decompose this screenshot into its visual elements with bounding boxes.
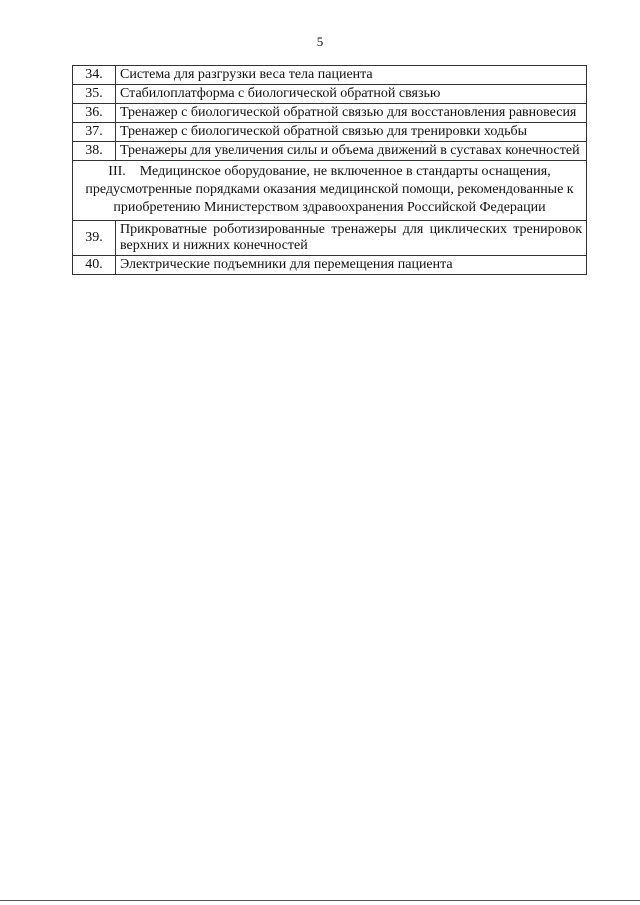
section-heading-row [73, 161, 587, 221]
row-text: Стабилоплатформа с биологической обратной связью [116, 85, 587, 104]
table-row [73, 66, 587, 85]
row-text: Система для разгрузки веса тела пациента [116, 66, 587, 85]
row-number: 38. [73, 142, 116, 161]
table-row [73, 123, 587, 142]
table-row [73, 104, 587, 123]
row-text: Тренажер с биологической обратной связью для тренировки ходьбы [116, 123, 587, 142]
row-text: Тренажер с биологической обратной связью для восстановления равновесия [116, 104, 587, 123]
row-number: 37. [73, 123, 116, 142]
row-number: 40. [73, 256, 116, 275]
section-numeral: III. [108, 164, 126, 179]
equipment-table [72, 65, 587, 275]
page-number: 5 [316, 34, 324, 49]
bottom-rule [0, 900, 640, 901]
row-text: Электрические подъемники для перемещения пациента [116, 256, 587, 275]
row-number: 34. [73, 66, 116, 85]
row-number: 36. [73, 104, 116, 123]
row-number: 39. [73, 221, 116, 256]
table-row [73, 256, 587, 275]
section-title: Медицинское оборудование, не включенное в стандарты оснащения, предусмотренные порядками оказания медицинской помощи, рекомендованные к приобретению Министерством здравоохранения Российской Федерации [85, 164, 574, 215]
section-heading [73, 161, 587, 221]
row-text: Прикроватные роботизированные тренажеры для циклических тренировок верхних и нижних конечностей [116, 221, 587, 256]
row-text: Тренажеры для увеличения силы и объема движений в суставах конечностей [116, 142, 587, 161]
row-number: 35. [73, 85, 116, 104]
table-row [73, 85, 587, 104]
table-row [73, 221, 587, 256]
table-row [73, 142, 587, 161]
